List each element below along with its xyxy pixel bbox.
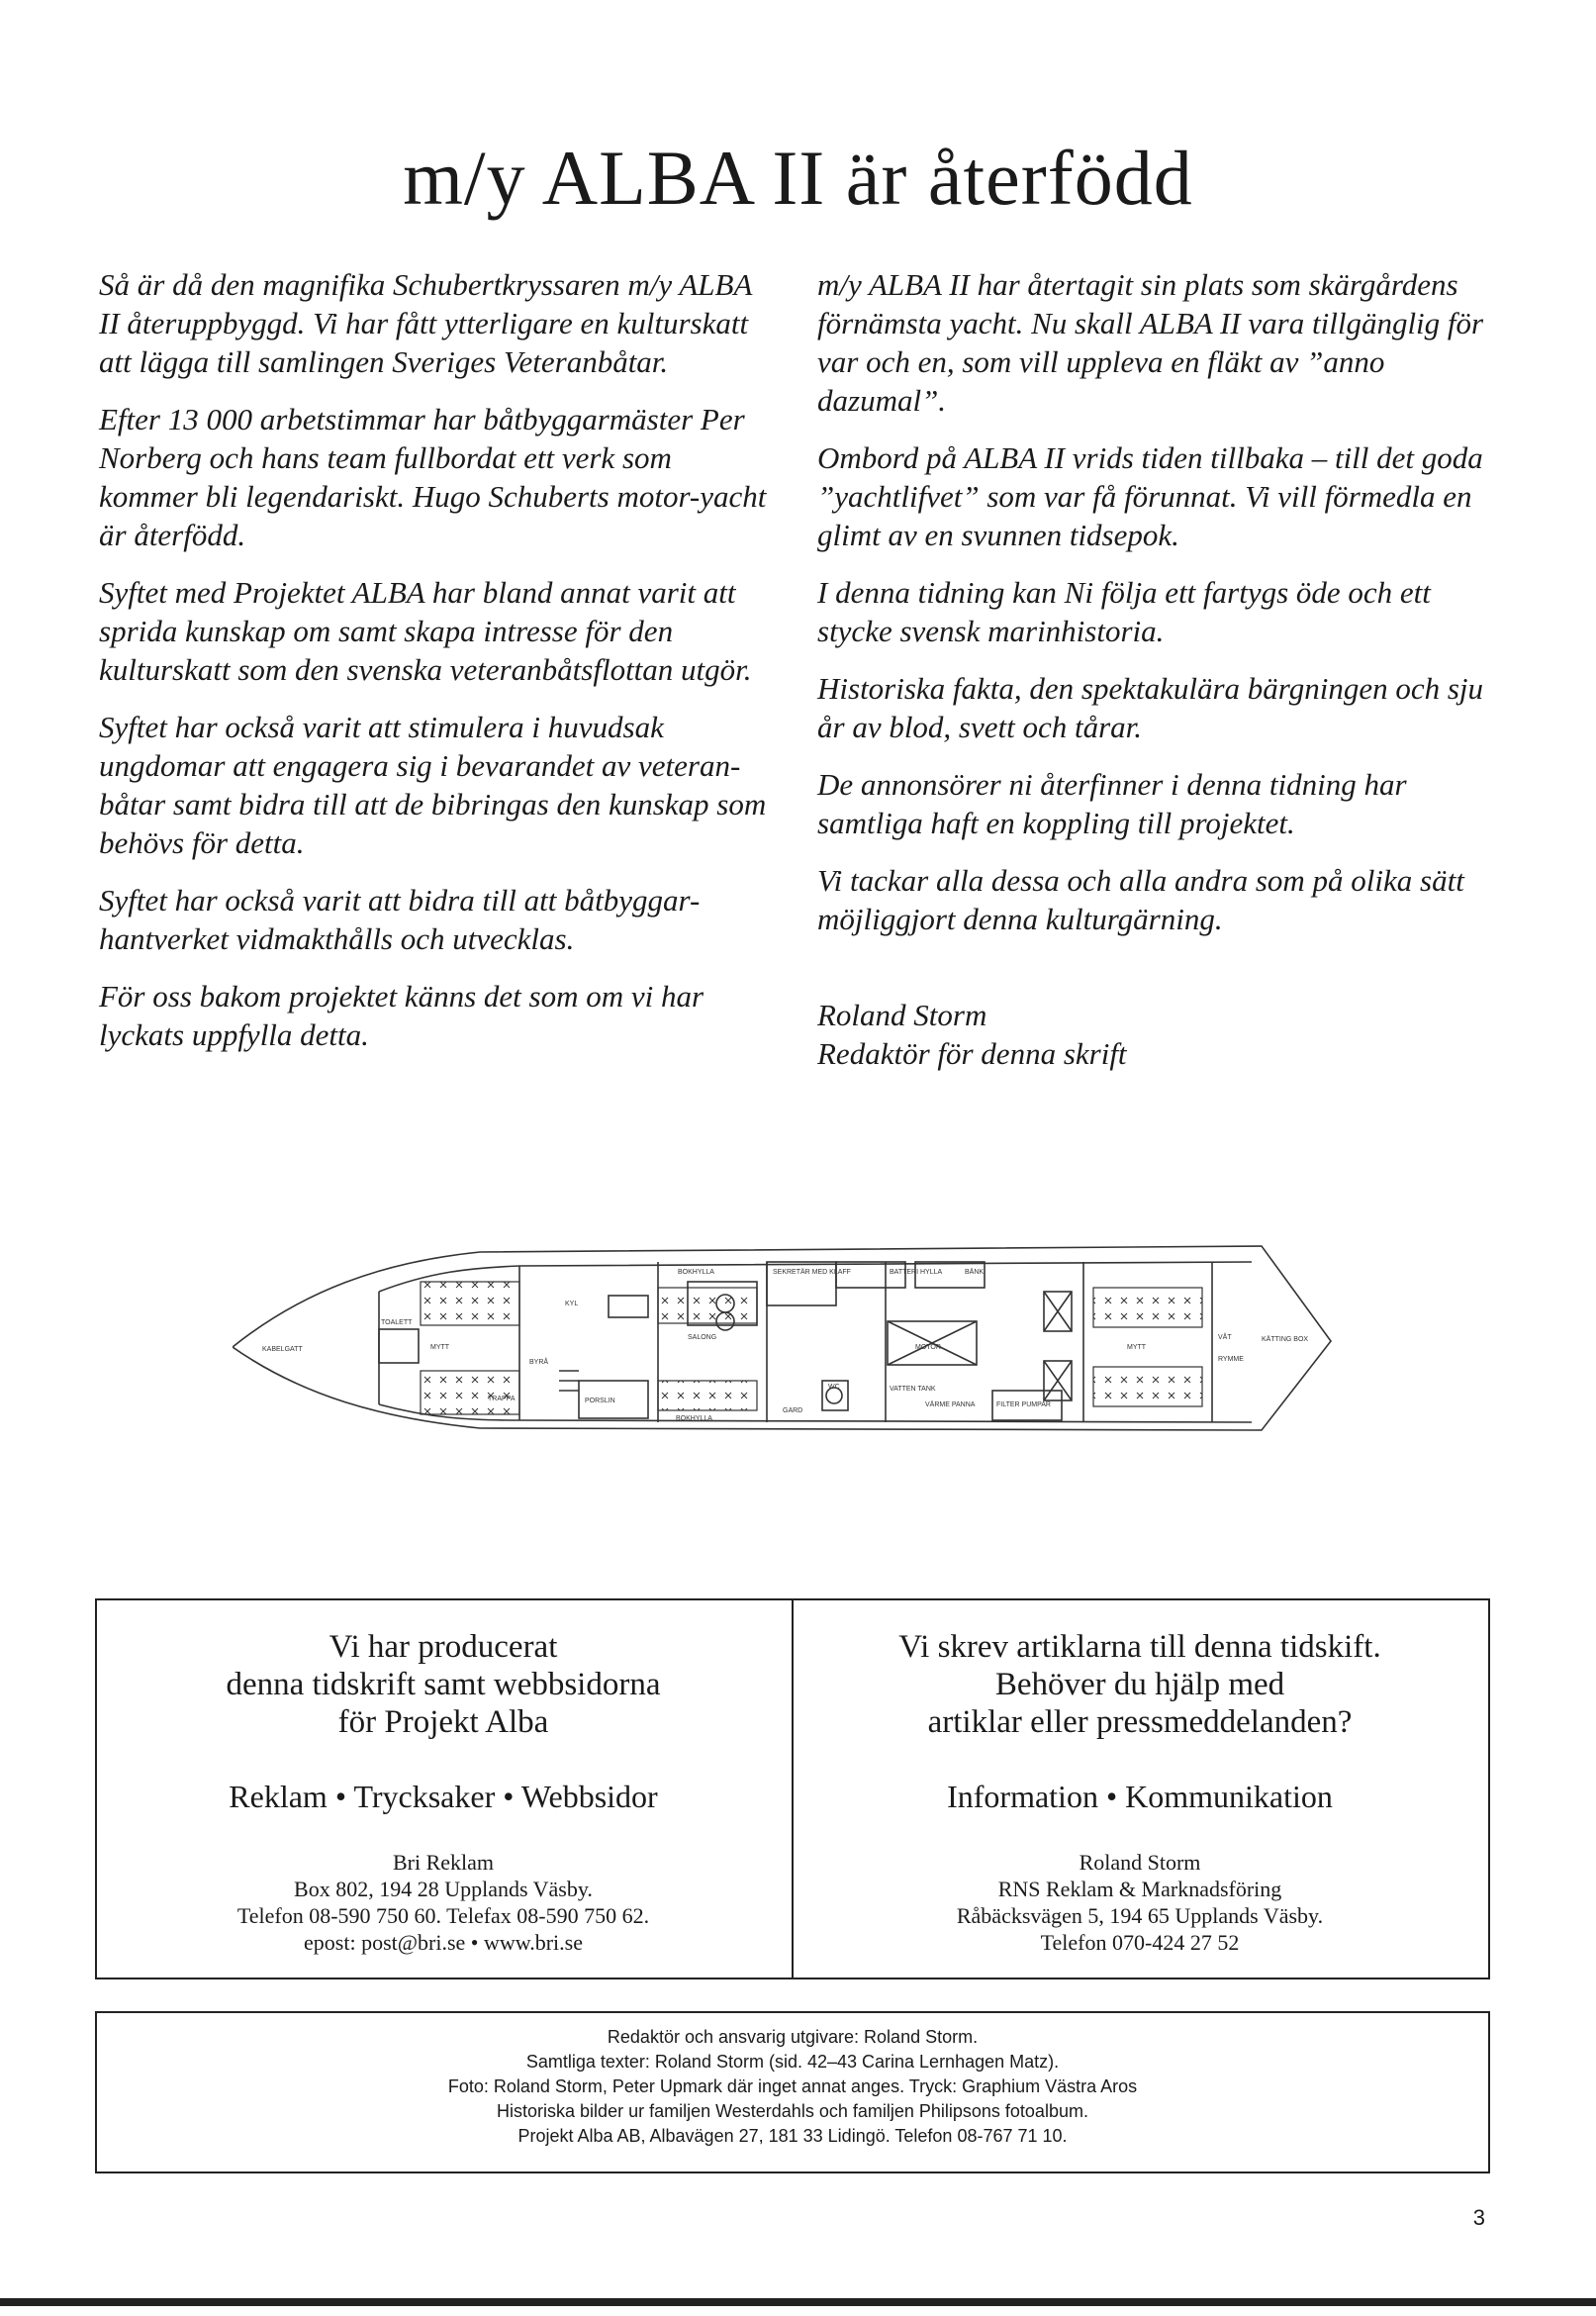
ad-heading — [794, 1628, 1486, 1741]
ad-rns-reklam — [794, 1628, 1486, 1956]
contact-line: Telefon 070-424 27 52 — [1040, 1930, 1240, 1955]
ad-bri-reklam — [97, 1628, 790, 1956]
plan-label: BOKHYLLA — [676, 1415, 712, 1422]
ad-heading — [97, 1628, 790, 1741]
contact-line: Box 802, 194 28 Upplands Väsby. — [294, 1877, 593, 1901]
ad-services: Information • Kommunikation — [947, 1779, 1333, 1814]
credit-line: Historiska bilder ur familjen Westerdahls och familjen Philipsons fotoalbum. — [497, 2101, 1088, 2121]
plan-label: KÄTTING BOX — [1262, 1336, 1309, 1343]
plan-label: SEKRETÄR MED KLAFF — [773, 1269, 851, 1276]
paragraph: I denna tidning kan Ni följa ett fartygs öde och ett stycke svensk marinhistoria. — [817, 575, 1431, 648]
paragraph: Syftet har också varit att stimulera i huvudsak ungdomar att engagera sig i bevarandet av veteran-båtar samt bidra till att de bibringas den kunskap som behövs för detta. — [99, 710, 767, 860]
ad-heading-line: artiklar eller pressmeddelanden? — [927, 1704, 1353, 1740]
plan-label: PORSLIN — [585, 1398, 615, 1404]
plan-label: FILTER PUMPAR — [996, 1401, 1051, 1408]
plan-label: BATTERI HYLLA — [890, 1269, 943, 1276]
plan-label: TRAPPA — [488, 1396, 516, 1402]
plan-label: VÅT — [1218, 1334, 1232, 1341]
paragraph: Syftet har också varit att bidra till att båtbyggar-hantverket vidmakthålls och utvecklas. — [99, 883, 701, 956]
credit-line: Samtliga texter: Roland Storm (sid. 42–43 Carina Lernhagen Matz). — [525, 2052, 1060, 2072]
ad-contact — [97, 1849, 790, 1956]
page-number: 3 — [1472, 2205, 1485, 2230]
contact-line: RNS Reklam & Marknadsföring — [997, 1877, 1282, 1901]
credit-line: Redaktör och ansvarig utgivare: Roland Storm. — [607, 2027, 979, 2047]
paragraph: Efter 13 000 arbetstimmar har båtbyggarmäster Per Norberg och hans team fullbordat ett verk som kommer bli legendariskt. Hugo Schuberts motor-yacht är återfödd. — [99, 402, 767, 552]
paragraph: Vi tackar alla dessa och alla andra som på olika sätt möjliggjort denna kulturgärning. — [817, 863, 1464, 936]
paragraph: Ombord på ALBA II vrids tiden tillbaka – till det goda ”yachtlifvet” som var få förunnat. Vi vill förmedla en glimt av en svunnen tidsepok. — [817, 440, 1483, 552]
ad-contact — [794, 1849, 1486, 1956]
plan-label: BOKHYLLA — [678, 1269, 714, 1276]
plan-label: KYL — [565, 1301, 579, 1307]
ad-heading-line: Vi har producerat — [329, 1629, 558, 1665]
plan-label: MYTT — [1127, 1344, 1147, 1351]
paragraph: Så är då den magnifika Schubertkryssaren m/y ALBA II återuppbyggd. Vi har fått ytterligare en kulturskatt att lägga till samlingen Sveriges Veteranbåtar. — [99, 267, 752, 379]
credit-line: Projekt Alba AB, Albavägen 27, 181 33 Lidingö. Telefon 08-767 71 10. — [517, 2126, 1068, 2146]
signature-role: Redaktör för denna skrift — [817, 1036, 1127, 1071]
page-title: m/y ALBA II är återfödd — [403, 135, 1193, 221]
signature — [817, 996, 1510, 1073]
contact-line: Bri Reklam — [392, 1850, 495, 1875]
contact-line: Telefon 08-590 750 60. Telefax 08-590 750 62. — [236, 1903, 650, 1928]
plan-label: BÄNK — [965, 1269, 985, 1276]
plan-label: WC — [828, 1384, 840, 1391]
credit-line: Foto: Roland Storm, Peter Upmark där inget annat anges. Tryck: Graphium Västra Aros — [447, 2076, 1138, 2096]
plan-label: BYRÅ — [529, 1359, 549, 1366]
ad-services: Reklam • Trycksaker • Webbsidor — [229, 1779, 658, 1814]
plan-label: MYTT — [430, 1344, 450, 1351]
ad-heading-line: denna tidskrift samt webbsidorna — [226, 1667, 661, 1702]
ad-heading-line: Behöver du hjälp med — [994, 1667, 1285, 1702]
paragraph: Historiska fakta, den spektakulära bärgningen och sju år av blod, svett och tårar. — [817, 671, 1484, 744]
plan-label: GARD — [783, 1407, 803, 1414]
article-column-right — [817, 265, 1510, 1092]
plan-label: VATTEN TANK — [890, 1386, 936, 1393]
paragraph: De annonsörer ni återfinner i denna tidning har samtliga haft en koppling till projektet. — [817, 767, 1407, 840]
deck-plan-drawing — [233, 1232, 1351, 1440]
advertisement-box — [95, 1598, 1490, 1979]
plan-label: MOTOR — [915, 1344, 941, 1351]
article-column-left — [99, 265, 772, 1073]
paragraph: Syftet med Projektet ALBA har bland annat varit att sprida kunskap om samt skapa intresse för den kulturskatt som den svenska veteranbåtsflottan utgör. — [99, 575, 752, 687]
plan-label: RYMME — [1218, 1356, 1244, 1363]
contact-line: Roland Storm — [1079, 1850, 1201, 1875]
contact-line: Råbäcksvägen 5, 194 65 Upplands Väsby. — [956, 1903, 1324, 1928]
plan-label: VÄRME PANNA — [925, 1401, 976, 1408]
scan-edge-bar — [0, 2298, 1596, 2306]
plan-label: TOALETT — [381, 1319, 413, 1326]
credits-box — [95, 2011, 1490, 2173]
plan-label: KABELGATT — [262, 1346, 303, 1353]
paragraph: m/y ALBA II har återtagit sin plats som skärgårdens förnämsta yacht. Nu skall ALBA II vara tillgänglig för var och en, som vill uppleva en fläkt av ”anno dazumal”. — [817, 267, 1484, 418]
ad-heading-line: för Projekt Alba — [337, 1704, 549, 1740]
contact-line: epost: post@bri.se • www.bri.se — [304, 1930, 583, 1955]
plan-label: SALONG — [688, 1334, 717, 1341]
signature-name: Roland Storm — [817, 998, 987, 1032]
ad-heading-line: Vi skrev artiklarna till denna tidskift. — [898, 1629, 1381, 1665]
paragraph: För oss bakom projektet känns det som om vi har lyckats uppfylla detta. — [99, 979, 704, 1052]
